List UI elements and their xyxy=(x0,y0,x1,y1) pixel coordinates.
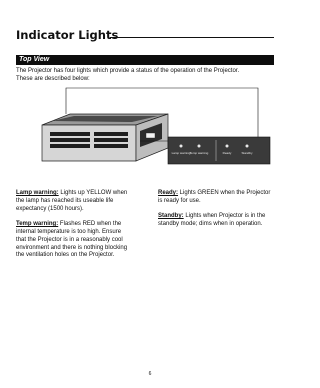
projector-front-face xyxy=(42,125,136,161)
lamp-warning-entry xyxy=(16,190,148,213)
entry-text: Flashes RED when the xyxy=(58,221,122,228)
panel-label-ready: Ready xyxy=(222,151,232,155)
entry-text: Lights when Projector is in the xyxy=(183,213,266,220)
title-rule xyxy=(110,37,274,38)
entry-line: the ventilation holes on the Projector. xyxy=(16,252,115,259)
intro-line: These are described below: xyxy=(16,76,90,82)
entry-line xyxy=(158,190,284,198)
projector-diagram xyxy=(28,85,276,177)
panel-label-temp: Temp warning xyxy=(189,151,209,155)
entry-line: expectancy (1500 hours). xyxy=(16,205,84,212)
panel-label-lamp: Lamp warning xyxy=(171,151,191,155)
entry-line xyxy=(16,190,148,198)
entry-line: that the Projector is in a reasonably cool xyxy=(16,236,123,243)
entry-line: internal temperature is too high. Ensure xyxy=(16,228,122,235)
right-column xyxy=(158,190,284,237)
entry-text: Lights up YELLOW when xyxy=(58,190,128,196)
standby-led xyxy=(246,145,249,148)
projector-illustration xyxy=(42,114,168,161)
entry-text: Lights GREEN when the Projector xyxy=(178,190,271,196)
left-column xyxy=(16,190,148,268)
entry-line: is ready for use. xyxy=(158,197,201,204)
ready-led xyxy=(226,145,229,148)
page-title: Indicator Lights xyxy=(16,28,119,42)
intro-text xyxy=(16,67,276,83)
indicator-panel-small xyxy=(146,133,155,138)
ready-entry xyxy=(158,190,284,206)
entry-term: Ready: xyxy=(158,190,179,196)
temp-warning-entry xyxy=(16,221,148,260)
section-label: Top View xyxy=(19,56,50,63)
entry-line: environment and there is nothing blocking xyxy=(16,244,128,251)
entry-term: Lamp warning: xyxy=(16,190,59,196)
vent-grille-right xyxy=(94,132,128,148)
entry-line: the lamp has reached its useable life xyxy=(16,197,114,204)
vent-grille-left xyxy=(50,132,90,148)
intro-line: The Projector has four lights which provide a status of the operation of the Projector. xyxy=(16,68,240,74)
standby-entry xyxy=(158,213,284,229)
page-number: 6 xyxy=(148,371,152,377)
section-bar xyxy=(16,55,274,65)
temp-warning-led xyxy=(198,145,201,148)
indicator-panel xyxy=(168,137,270,164)
entry-line xyxy=(16,221,148,229)
entry-term: Temp warning: xyxy=(16,221,59,228)
title-row xyxy=(16,28,274,42)
entry-line xyxy=(158,213,284,221)
lamp-warning-led xyxy=(180,145,183,148)
entry-term: Standby: xyxy=(158,213,184,220)
panel-label-standby: Standby xyxy=(241,151,253,155)
entry-line: standby mode; dims when in operation. xyxy=(158,221,263,228)
